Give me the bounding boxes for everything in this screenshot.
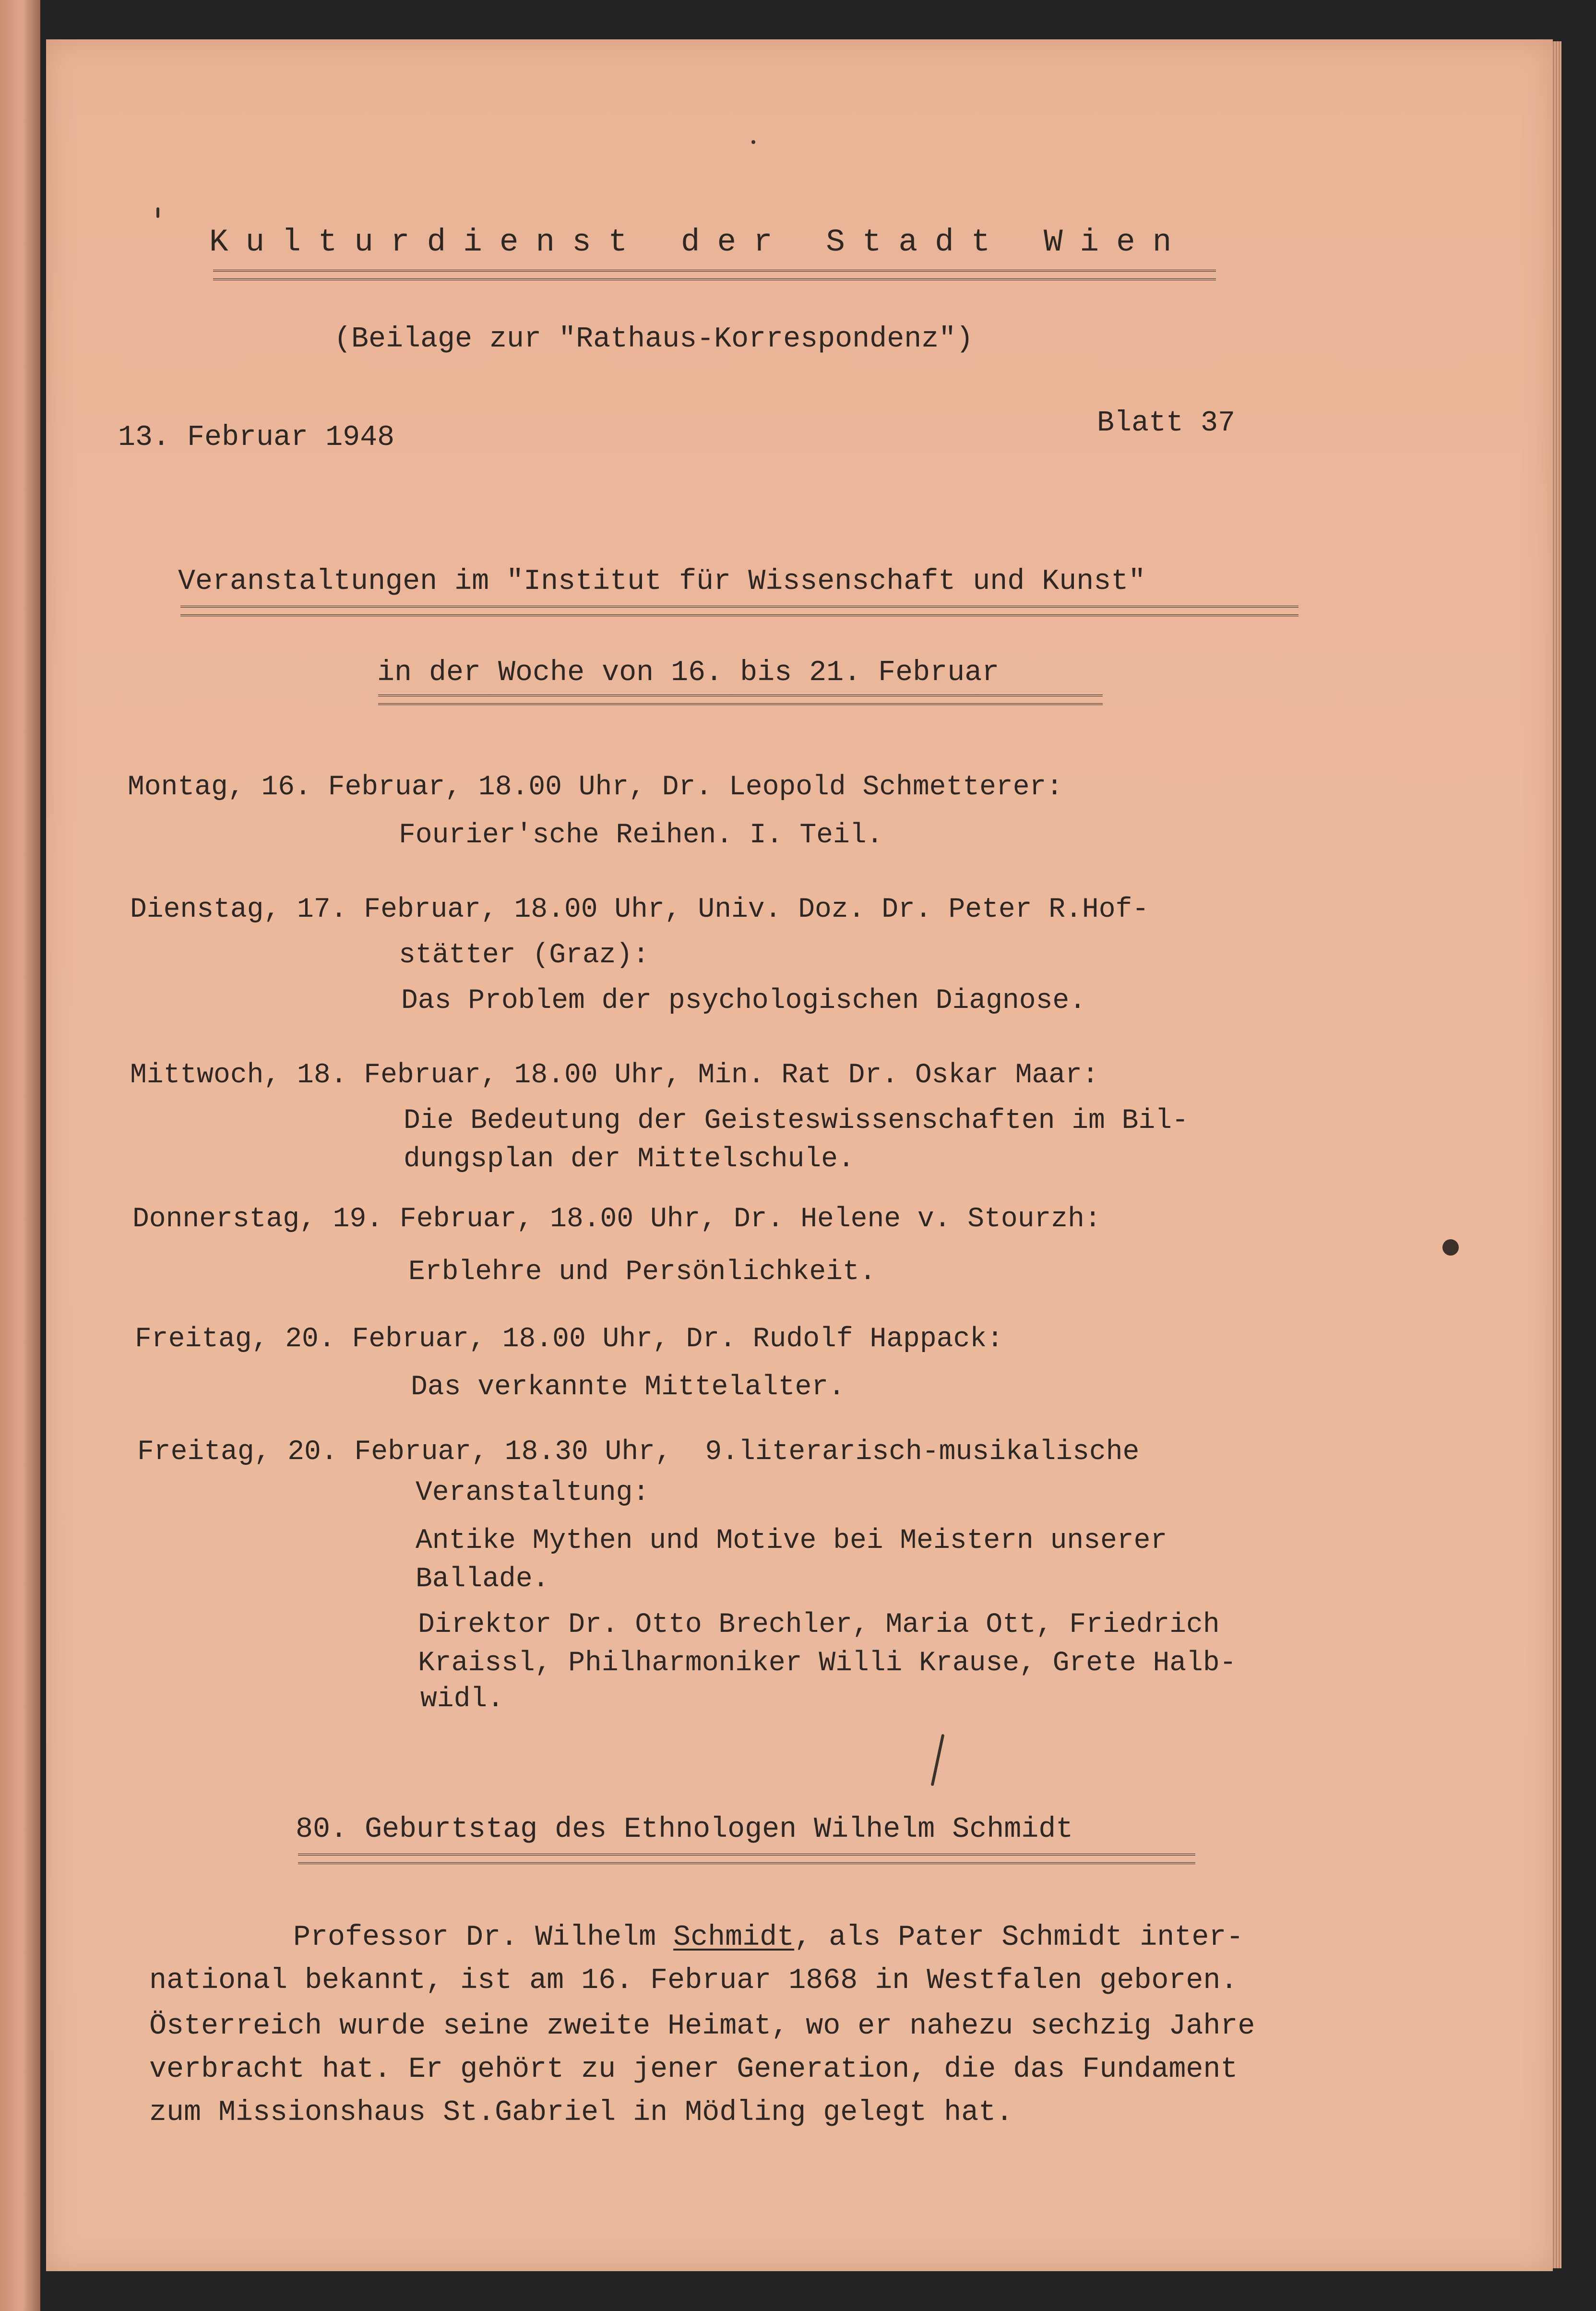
article-heading-rule [298,1854,1195,1864]
facing-page-edge [0,0,40,2311]
event-topic: Das Problem der psychologischen Diagnose. [401,985,1086,1017]
section-subheading: in der Woche von 16. bis 21. Februar [377,657,1000,689]
event-topic: Das verkannte Mittelalter. [411,1372,845,1403]
event-performers: widl. [420,1684,504,1715]
document-title: Kulturdienst der Stadt Wien [209,224,1189,260]
event-topic: Erblehre und Persönlichkeit. [408,1257,876,1288]
ink-dot [1442,1239,1459,1256]
event-line: Freitag, 20. Februar, 18.30 Uhr, 9.literarisch-musikalische [137,1437,1140,1468]
article-paragraph-line: Österreich wurde seine zweite Heimat, wo er nahezu sechzig Jahre [149,2010,1255,2043]
event-line: Veranstaltung: [416,1477,650,1509]
section-heading: Veranstaltungen im "Institut für Wissenschaft und Kunst" [178,565,1146,598]
pencil-mark [931,1734,945,1786]
document-subtitle: (Beilage zur "Rathaus-Korrespondenz") [334,323,974,356]
document-date: 13. Februar 1948 [118,421,395,454]
event-topic: Fourier'sche Reihen. I. Teil. [399,820,883,851]
underlined-name: Schmidt [673,1921,795,1954]
event-topic: Die Bedeutung der Geisteswissenschaften im Bil- [404,1105,1189,1137]
section-heading-rule [180,606,1298,616]
event-line: stätter (Graz): [399,940,650,971]
paper-speck [156,207,159,218]
event-line: Montag, 16. Februar, 18.00 Uhr, Dr. Leopold Schmetterer: [128,772,1063,803]
event-line: Mittwoch, 18. Februar, 18.00 Uhr, Min. Rat Dr. Oskar Maar: [130,1060,1099,1091]
paper-speck [751,140,755,144]
event-topic: dungsplan der Mittelschule. [404,1144,855,1175]
section-subheading-rule [378,694,1103,705]
article-paragraph-line: Professor Dr. Wilhelm Schmidt, als Pater Schmidt inter- [293,1921,1244,1954]
event-line: Dienstag, 17. Februar, 18.00 Uhr, Univ. Doz. Dr. Peter R.Hof- [130,894,1149,925]
sheet-number: Blatt 37 [1097,407,1236,440]
event-line: Freitag, 20. Februar, 18.00 Uhr, Dr. Rudolf Happack: [135,1324,1003,1355]
event-topic: Ballade. [416,1564,549,1595]
article-paragraph-line: verbracht hat. Er gehört zu jener Generation, die das Fundament [149,2053,1238,2086]
event-topic: Antike Mythen und Motive bei Meistern unserer [416,1525,1167,1557]
title-rule [213,270,1216,280]
document-page [46,39,1553,2271]
article-paragraph-line: zum Missionshaus St.Gabriel in Mödling gelegt hat. [149,2096,1013,2129]
page-stack-edge [1553,41,1561,2268]
event-performers: Kraissl, Philharmoniker Willi Krause, Grete Halb- [418,1648,1237,1679]
article-heading: 80. Geburtstag des Ethnologen Wilhelm Schmidt [296,1813,1073,1846]
event-line: Donnerstag, 19. Februar, 18.00 Uhr, Dr. Helene v. Stourzh: [132,1204,1101,1235]
article-paragraph-line: national bekannt, ist am 16. Februar 1868 in Westfalen geboren. [149,1964,1238,1997]
event-performers: Direktor Dr. Otto Brechler, Maria Ott, Friedrich [418,1609,1220,1640]
